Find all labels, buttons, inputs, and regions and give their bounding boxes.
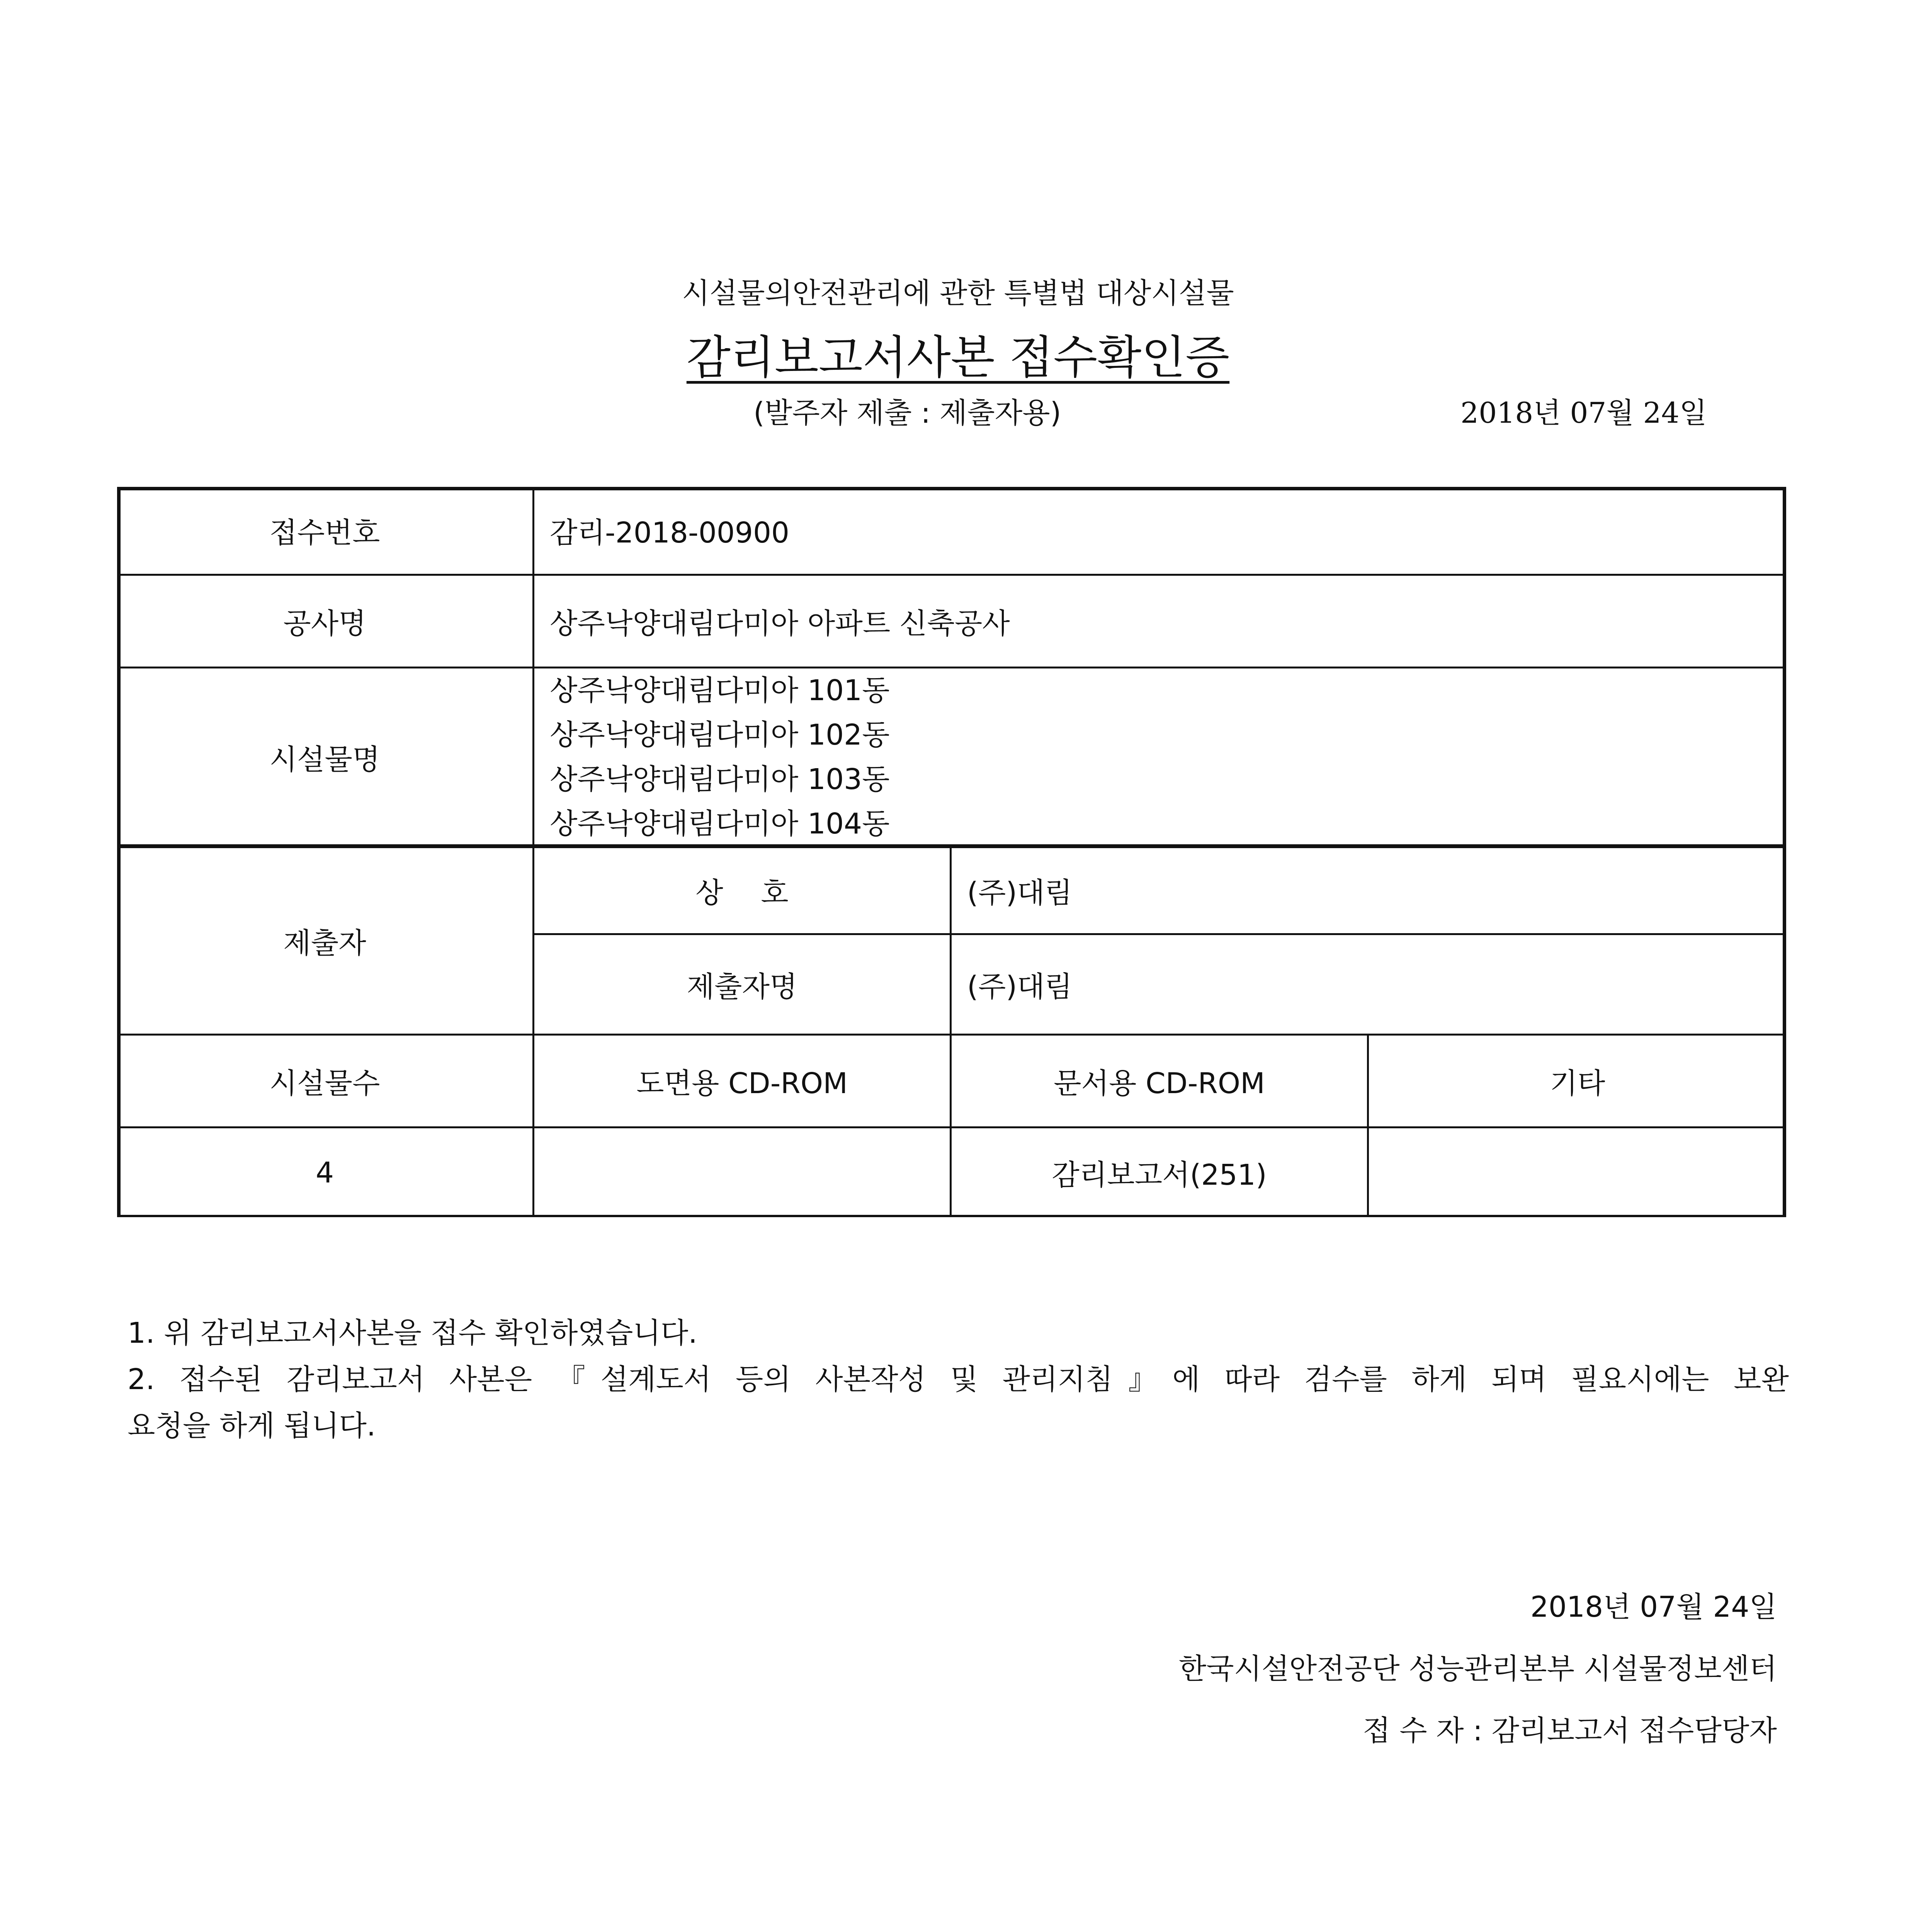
submit-note: (발주자 제출 : 제출자용)	[753, 396, 1061, 430]
footer-organization: 한국시설안전공단 성능관리본부 시설물정보센터	[1178, 1652, 1777, 1685]
note-line-1: 1. 위 감리보고서사본을 접수 확인하였습니다.	[128, 1316, 697, 1350]
facility-count-label: 시설물수	[117, 1036, 534, 1128]
section-divider	[117, 844, 1786, 848]
document-cd-value: 감리보고서(251)	[952, 1128, 1369, 1217]
document-cd-label: 문서용 CD-ROM	[952, 1036, 1369, 1128]
note-line-2-continued: 요청을 하게 됩니다.	[128, 1409, 376, 1442]
drawing-cd-value	[534, 1128, 952, 1217]
facility-name-label: 시설물명	[117, 668, 534, 846]
submitter-name-value: (주)대림	[952, 935, 1786, 1036]
footer-receiver: 접 수 자 : 감리보고서 접수담당자	[1363, 1714, 1777, 1747]
project-name-label: 공사명	[117, 576, 534, 668]
note-line-2: 2. 접수된 감리보고서 사본은 『설계도서 등의 사본작성 및 관리지침』에 따라 검수를 하게 되며 필요시에는 보완	[128, 1363, 1789, 1396]
receipt-number-label: 접수번호	[117, 487, 534, 576]
facility-item: 상주낙양대림다미아 104동	[550, 807, 890, 840]
company-value: (주)대림	[952, 848, 1786, 935]
facility-item: 상주낙양대림다미아 101동	[550, 674, 890, 707]
facility-count-value: 4	[117, 1128, 534, 1217]
other-label: 기타	[1369, 1036, 1786, 1128]
submitter-name-label: 제출자명	[534, 935, 952, 1036]
facility-name-list	[534, 668, 1786, 846]
footer-date: 2018년 07월 24일	[1530, 1590, 1777, 1624]
submitter-label: 제출자	[117, 848, 534, 1036]
document-title-text: 감리보고서사본 접수확인증	[686, 331, 1230, 384]
facility-item: 상주낙양대림다미아 102동	[550, 718, 890, 752]
company-label: 상 호	[534, 848, 952, 935]
document-title	[0, 321, 1916, 386]
receipt-table	[117, 487, 1786, 1217]
facility-item: 상주낙양대림다미아 103동	[550, 763, 890, 796]
receipt-number-value: 감리-2018-00900	[534, 487, 1786, 576]
document-subtitle: 시설물의안전관리에 관한 특별법 대상시설물	[682, 277, 1234, 310]
drawing-cd-label: 도면용 CD-ROM	[534, 1036, 952, 1128]
issue-date: 2018년 07월 24일	[1460, 396, 1707, 430]
notes	[128, 1310, 1789, 1449]
other-value	[1369, 1128, 1786, 1217]
project-name-value: 상주낙양대림다미아 아파트 신축공사	[534, 576, 1786, 668]
